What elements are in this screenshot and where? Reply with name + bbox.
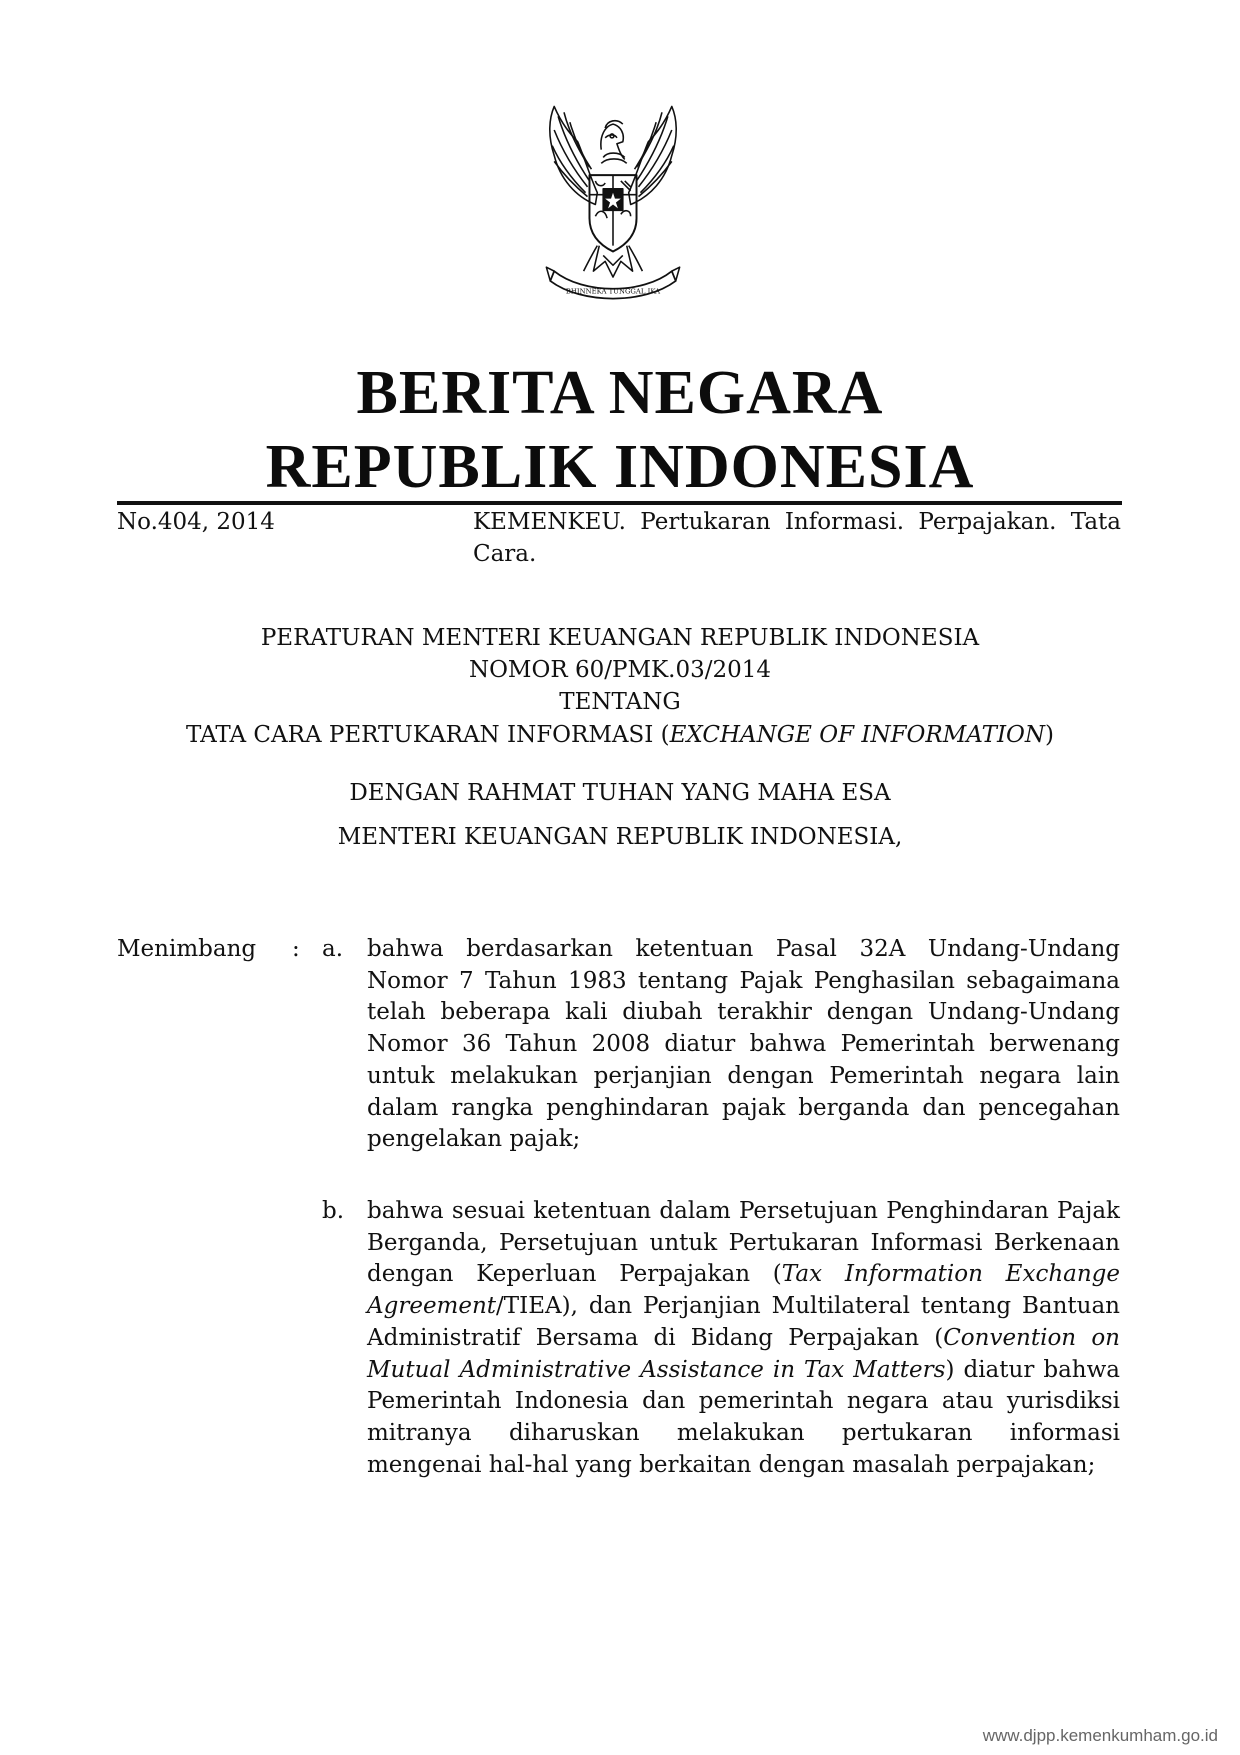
issue-subject: KEMENKEU. Pertukaran Informasi. Perpajakan. Tata Cara. (473, 509, 1121, 567)
considering-colon: : (292, 936, 300, 962)
regulation-number: NOMOR 60/PMK.03/2014 (468, 657, 772, 683)
clause-b-part3: ) diatur bahwa Pemerintah Indonesia dan pemerintah negara atau yurisdiksi mitranya diharuskan melakukan pertukaran informasi mengenai hal-hal yang berkaitan dengan masalah perpajakan; (367, 1356, 1120, 1478)
clause-b-part1: bahwa sesuai ketentuan dalam Persetujuan Penghindaran Pajak Berganda, Persetujuan untuk Pertukaran Informasi Berkenaan dengan Keperluan Perpajakan ( (367, 1198, 1120, 1288)
masthead-title-line1: BERITA NEGARA (356, 359, 884, 427)
clause-b-italic1: Tax Information Exchange Agreement (367, 1261, 1121, 1320)
invocation: DENGAN RAHMAT TUHAN YANG MAHA ESA (349, 780, 891, 806)
clause-b-marker: b. (322, 1198, 345, 1224)
regulation-title-prefix: TATA CARA PERTUKARAN INFORMASI ( (185, 722, 670, 748)
clause-a-text: bahwa berdasarkan ketentuan Pasal 32A Undang-Undang Nomor 7 Tahun 1983 tentang Pajak Penghasilan sebagaimana telah beberapa kali diubah terakhir dengan Undang-Undang Nomor 36 Tahun 2008 diatur bahwa Pemerintah berwenang untuk melakukan perjanjian dengan Pemerintah negara lain dalam rangka penghindaran pajak berganda dan pencegahan pengelakan pajak; (367, 936, 1120, 1153)
masthead-title-line2: REPUBLIK INDONESIA (265, 433, 975, 501)
issue-number: No.404, 2014 (117, 509, 275, 535)
regulation-about: TENTANG (559, 689, 681, 715)
clause-b-italic2: Convention on Mutual Administrative Assistance in Tax Matters (367, 1324, 1120, 1383)
regulation-title-italic: EXCHANGE OF INFORMATION (669, 722, 1046, 748)
clause-b-part2: /TIEA), dan Perjanjian Multilateral tentang Bantuan Administratif Bersama di Bidang Perpajakan ( (367, 1293, 1120, 1351)
clause-a-marker: a. (322, 936, 344, 962)
regulation-title (60, 719, 1180, 751)
regulation-heading: PERATURAN MENTERI KEUANGAN REPUBLIK INDONESIA (260, 625, 980, 651)
header-rule (117, 501, 1122, 505)
garuda-emblem (515, 98, 711, 310)
considering-label: Menimbang (117, 936, 257, 962)
minister-title: MENTERI KEUANGAN REPUBLIK INDONESIA, (337, 824, 903, 850)
regulation-title-suffix: ) (1045, 722, 1055, 748)
emblem-motto: BHINNEKA TUNGGAL IKA (565, 287, 661, 296)
source-url: www.djpp.kemenkumham.go.id (982, 1726, 1218, 1745)
clause-b-text (367, 1196, 1120, 1481)
